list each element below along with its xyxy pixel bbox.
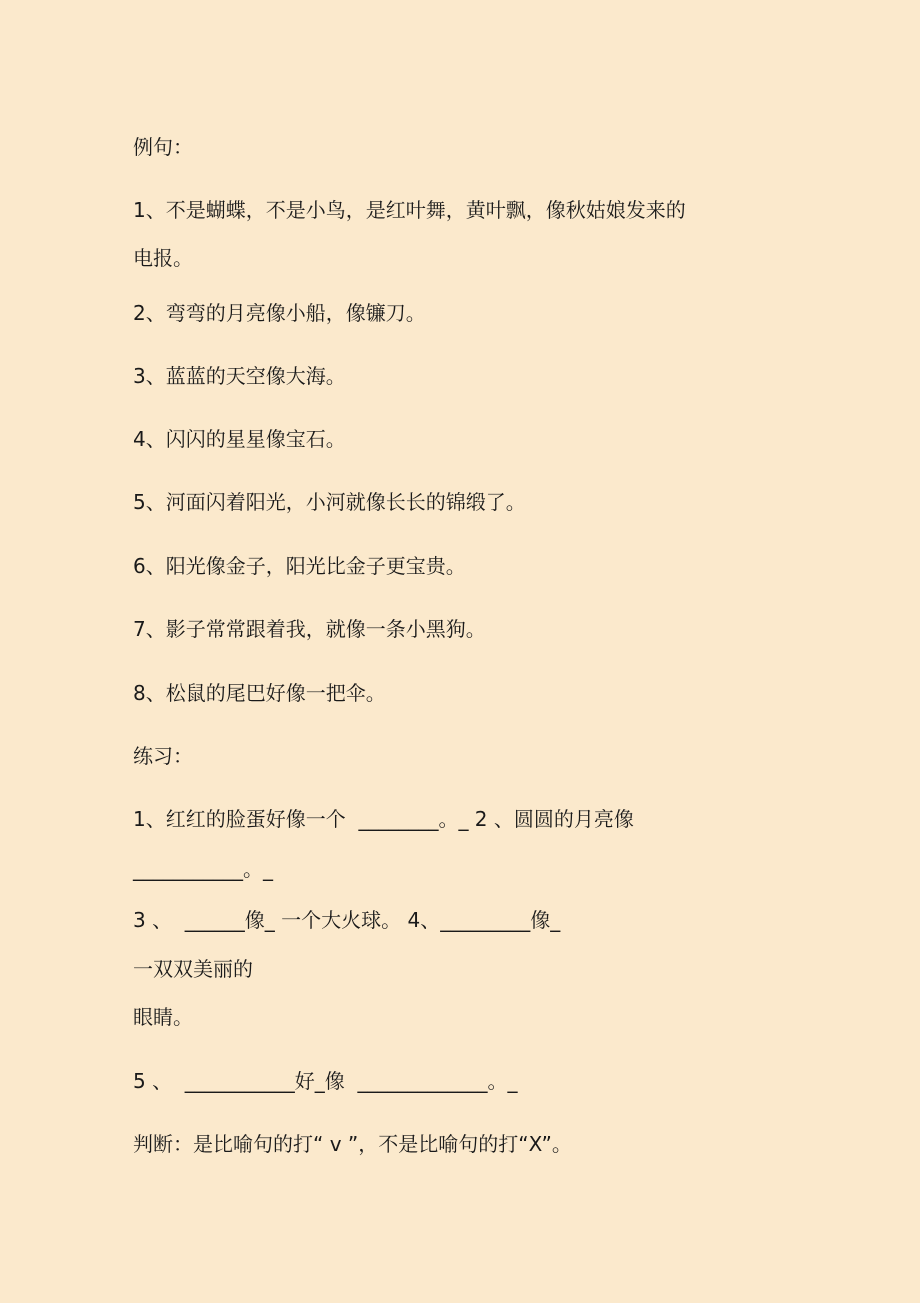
- example-7: 7、影子常常跟着我，就像一条小黑狗。: [133, 617, 486, 641]
- practice-heading: 练习：: [133, 744, 193, 768]
- example-1-line-2: 电报。: [133, 246, 193, 270]
- practice-3-line-3: 眼睛。: [133, 1005, 193, 1029]
- practice-5: 5 、 ___________好_像 _____________。_: [133, 1069, 518, 1093]
- example-2: 2、弯弯的月亮像小船，像镰刀。: [133, 301, 426, 325]
- example-heading: 例句：: [133, 135, 193, 159]
- judge-heading: 判断：是比喻句的打“ v ”，不是比喻句的打“X”。: [133, 1132, 572, 1156]
- practice-1-line-1: 1、红红的脸蛋好像一个 ________。_ 2 、圆圆的月亮像: [133, 807, 634, 831]
- example-6: 6、阳光像金子，阳光比金子更宝贵。: [133, 554, 466, 578]
- example-5: 5、河面闪着阳光，小河就像长长的锦缎了。: [133, 490, 526, 514]
- practice-3-line-2: 一双双美丽的: [133, 957, 253, 981]
- example-1-line-1: 1、不是蝴蝶，不是小鸟，是红叶舞，黄叶飘，像秋姑娘发来的: [133, 198, 686, 222]
- practice-3-line-1: 3 、 ______像_ 一个大火球。 4、_________像_: [133, 908, 561, 932]
- practice-1-line-2: ___________。_: [133, 857, 273, 881]
- example-3: 3、蓝蓝的天空像大海。: [133, 364, 346, 388]
- example-4: 4、闪闪的星星像宝石。: [133, 427, 346, 451]
- example-8: 8、松鼠的尾巴好像一把伞。: [133, 681, 386, 705]
